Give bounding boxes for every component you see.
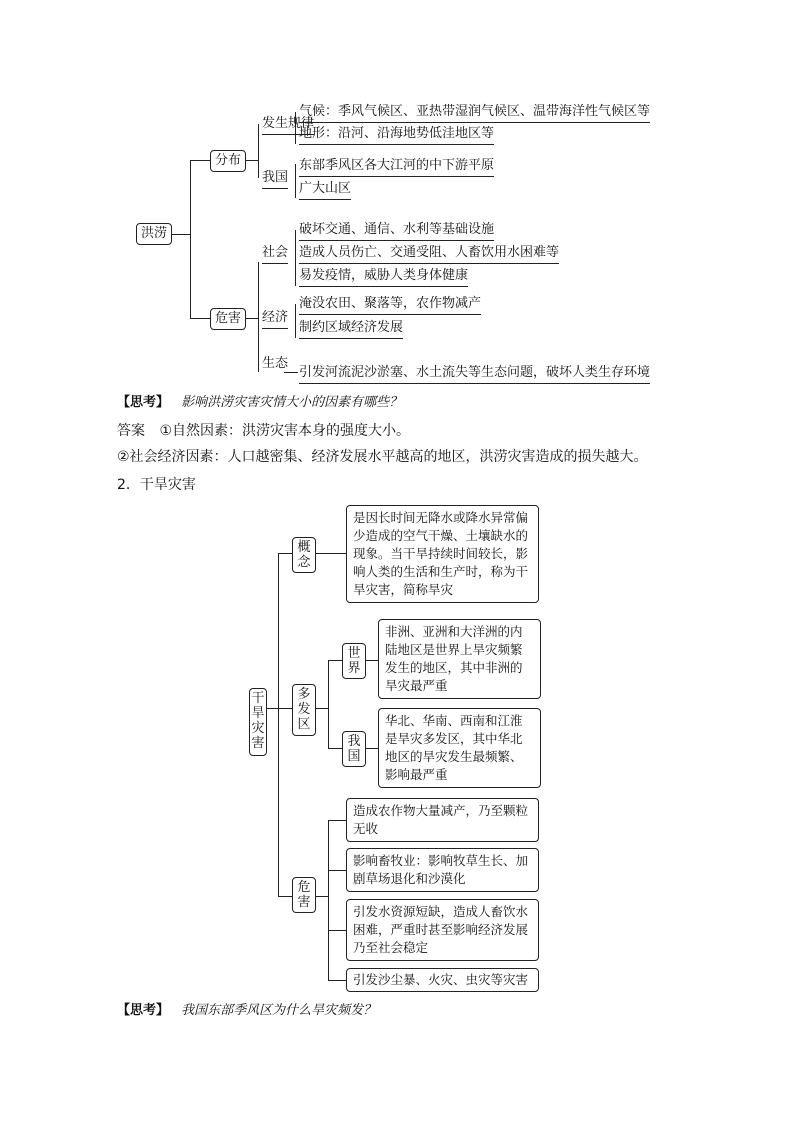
economy-text-2: 制约区域经济发展: [299, 320, 403, 339]
hazard-text-3: 引发水资源短缺，造成人畜饮水困难，严重时甚至影响经济发展乃至社会稳定: [353, 904, 529, 955]
connector: [328, 820, 346, 821]
hazard-text-box-4: [346, 968, 539, 992]
distribution-box: [210, 150, 246, 172]
hazard-text-1: 造成农作物大量减产，乃至颗粒无收: [353, 803, 529, 836]
economy-label: 经济: [262, 310, 288, 329]
connector: [266, 708, 278, 709]
connector: [328, 980, 346, 981]
connector: [170, 234, 190, 235]
drought-root-box: [249, 688, 267, 756]
drought-china-text: 华北、华南、西南和江淮是旱灾多发区，其中华北地区的旱灾发生最频繁、影响最严重: [385, 713, 523, 782]
connector: [258, 262, 259, 372]
hazard-text-box-2: [346, 848, 539, 892]
connector: [328, 930, 346, 931]
flood-hazard-box: [210, 308, 246, 330]
prone-box: [292, 684, 316, 736]
drought-root-label: 干旱灾害: [251, 691, 265, 751]
connector: [316, 553, 328, 554]
think-tag: 【思考】: [117, 395, 170, 410]
connector: [328, 748, 342, 749]
ecology-text-1: 引发河流泥沙淤塞、水土流失等生态问题，破坏人类生存环境: [299, 365, 650, 384]
climate-text: 气候：季风气候区、亚热带湿润气候区、温带海洋性气候区等: [299, 104, 650, 123]
section-title: 2．干旱灾害: [117, 477, 196, 493]
society-text-2: 造成人员伤亡、交通受阻、人畜饮用水困难等: [299, 245, 559, 264]
connector: [366, 660, 378, 661]
connector: [190, 318, 210, 319]
ecology-label: 生态: [262, 356, 289, 371]
concept-text: 是因长时间无降水或降水异常偏少造成的空气干燥、土壤缺水的现象。当干旱持续时间较长，影响人类的生活和生产时，称为干旱灾害，简称旱灾: [353, 510, 529, 597]
think-question-1: [117, 394, 402, 412]
connector: [278, 708, 292, 709]
connector: [328, 820, 329, 980]
hazard-text-2: 影响畜牧业：影响牧草生长、加剧草场退化和沙漠化: [353, 853, 529, 886]
connector: [258, 124, 259, 178]
china-label: 我国: [262, 170, 288, 189]
china-text-2: 广大山区: [299, 181, 351, 200]
connector: [284, 372, 298, 373]
connector: [278, 896, 292, 897]
connector: [244, 160, 258, 161]
society-text-1: 破坏交通、通信、水利等基础设施: [299, 222, 494, 241]
connector: [366, 748, 378, 749]
answer-line-1: [117, 422, 410, 440]
drought-hazard-box: [292, 877, 316, 913]
economy-text-1: 淹没农田、聚落等，农作物减产: [299, 296, 481, 315]
flood-root-label: 洪涝: [140, 226, 167, 241]
connector: [328, 660, 329, 748]
world-text: 非洲、亚洲和大洋洲的内陆地区是世界上旱灾频繁发生的地区，其中非洲的旱灾最严重: [385, 624, 523, 693]
concept-text-box: [346, 505, 539, 603]
drought-hazard-label: 危害: [297, 880, 311, 910]
world-text-box: [378, 619, 541, 699]
connector: [328, 870, 346, 871]
hazard-text-box-1: [346, 798, 539, 842]
concept-label: 概念: [297, 540, 311, 570]
think-tag: 【思考】: [117, 1003, 170, 1018]
connector: [244, 318, 258, 319]
hazard-text-box-3: [346, 899, 539, 961]
think-question-text: 我国东部季风区为什么旱灾频发？: [181, 1003, 377, 1018]
distribution-label: 分布: [214, 153, 241, 168]
china-box: [342, 731, 366, 767]
china-text-box: [378, 708, 541, 788]
connector: [316, 896, 328, 897]
connector: [278, 553, 292, 554]
connector: [295, 164, 296, 198]
connector: [278, 553, 279, 896]
terrain-text: 地形：沿河、沿海地势低洼地区等: [299, 126, 494, 145]
drought-china-label: 我国: [347, 734, 361, 764]
answer-label: 答案: [117, 423, 145, 439]
society-text-3: 易发疫情，威胁人类身体健康: [299, 268, 468, 287]
connector: [316, 708, 328, 709]
connector: [190, 160, 191, 318]
world-box: [342, 643, 366, 679]
connector: [295, 230, 296, 286]
china-text-1: 东部季风区各大江河的中下游平原: [299, 158, 494, 177]
think-question-text: 影响洪涝灾害灾情大小的因素有哪些？: [181, 395, 403, 410]
flood-root-box: [136, 223, 172, 245]
prone-label: 多发区: [297, 687, 311, 732]
answer-line-2: ②社会经济因素：人口越密集、经济发展水平越高的地区，洪涝灾害造成的损失越大。: [117, 449, 648, 465]
answer-text-1: ①自然因素：洪涝灾害本身的强度大小。: [159, 423, 411, 439]
flood-hazard-label: 危害: [214, 311, 241, 326]
think-question-2: [117, 1002, 376, 1020]
society-label: 社会: [262, 245, 288, 264]
connector: [190, 160, 210, 161]
connector: [328, 660, 342, 661]
world-label: 世界: [347, 646, 361, 676]
rule-label: 发生规律: [262, 116, 314, 135]
connector: [328, 553, 346, 554]
concept-box: [292, 537, 316, 573]
connector: [295, 304, 296, 338]
hazard-text-4: 引发沙尘暴、火灾、虫灾等灾害: [353, 972, 529, 987]
